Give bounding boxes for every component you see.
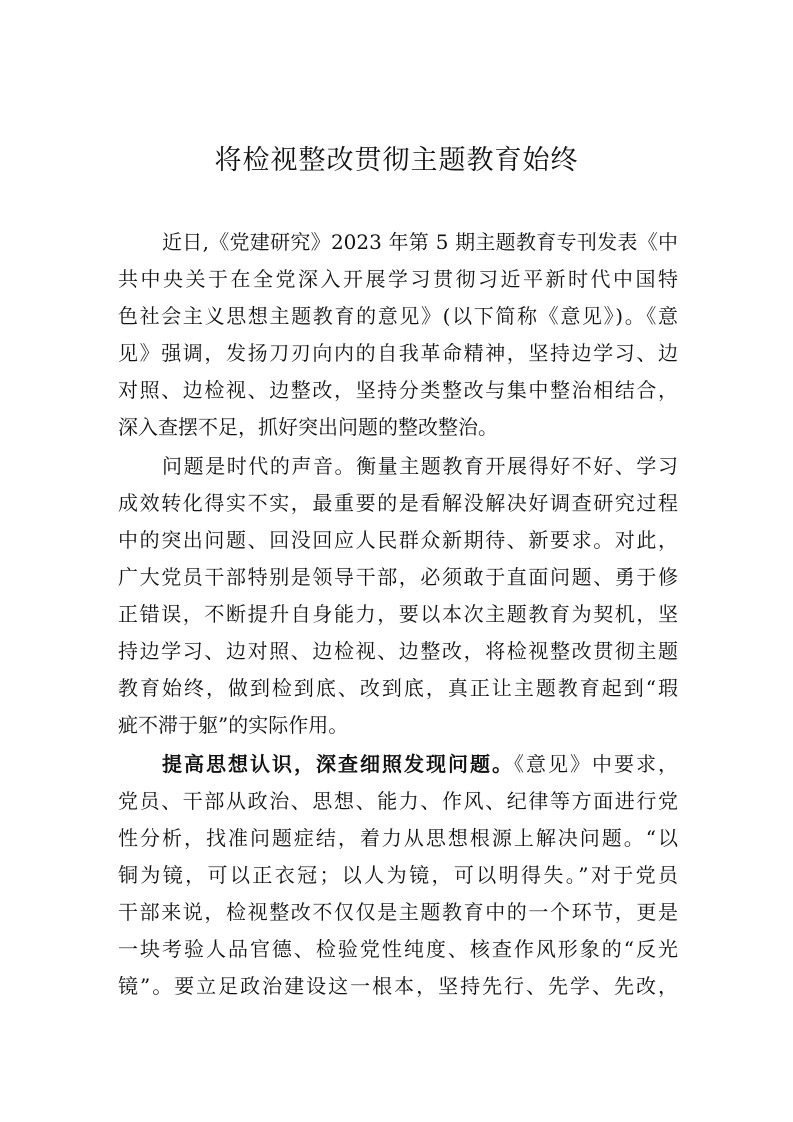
text-line: 干部来说，检视整改不仅仅是主题教育中的一个环节，更是 (118, 900, 678, 924)
document-title: 将检视整改贯彻主题教育始终 (214, 145, 579, 176)
text-line: 共中央关于在全党深入开展学习贯彻习近平新时代中国特 (118, 267, 678, 291)
text-line: 中的突出问题、回没回应人民群众新期待、新要求。对此， (118, 528, 678, 552)
text-line: 党员、干部从政治、思想、能力、作风、纪律等方面进行党 (118, 789, 678, 813)
text-line: 广大党员干部特别是领导干部，必须敢于直面问题、勇于修 (118, 565, 678, 589)
paragraph-3 (118, 746, 678, 1005)
paragraph-1 (118, 224, 678, 446)
text-line: 见》强调，发扬刀刃向内的自我革命精神，坚持边学习、边 (118, 341, 678, 365)
text-line (118, 746, 678, 783)
text-line: 近日,《党建研究》2023 年第 5 期主题教育专刊发表《中 (162, 230, 678, 254)
text-line: 铜为镜，可以正衣冠；以人为镜，可以明得失。”对于党员 (118, 863, 678, 887)
paragraph-2 (118, 448, 678, 744)
text-line: 对照、边检视、边整改，坚持分类整改与集中整治相结合， (118, 378, 678, 402)
document-body (118, 224, 678, 1007)
section-heading: 提高思想认识，深查细照发现问题。 (162, 752, 514, 776)
text-line: 镜”。要立足政治建设这一根本，坚持先行、先学、先改， (118, 974, 678, 998)
text-line: 问题是时代的声音。衡量主题教育开展得好不好、学习 (162, 454, 678, 478)
text-line: 正错误，不断提升自身能力，要以本次主题教育为契机，坚 (118, 602, 678, 626)
text-line: 深入查摆不足，抓好突出问题的整改整治。 (118, 415, 498, 439)
text-line: 一块考验人品官德、检验党性纯度、核查作风形象的“反光 (118, 937, 678, 961)
text-line: 色社会主义思想主题教育的意见》(以下简称《意见》)。《意 (118, 304, 678, 328)
text-run: 《意见》中要求， (514, 752, 678, 776)
text-line: 教育始终，做到检到底、改到底，真正让主题教育起到“瑕 (118, 676, 678, 700)
text-line: 持边学习、边对照、边检视、边整改，将检视整改贯彻主题 (118, 639, 678, 663)
text-line: 性分析，找准问题症结，着力从思想根源上解决问题。“以 (118, 826, 678, 850)
text-line: 疵不滞于躯”的实际作用。 (118, 713, 349, 737)
text-line: 成效转化得实不实，最重要的是看解没解决好调查研究过程 (118, 491, 678, 515)
